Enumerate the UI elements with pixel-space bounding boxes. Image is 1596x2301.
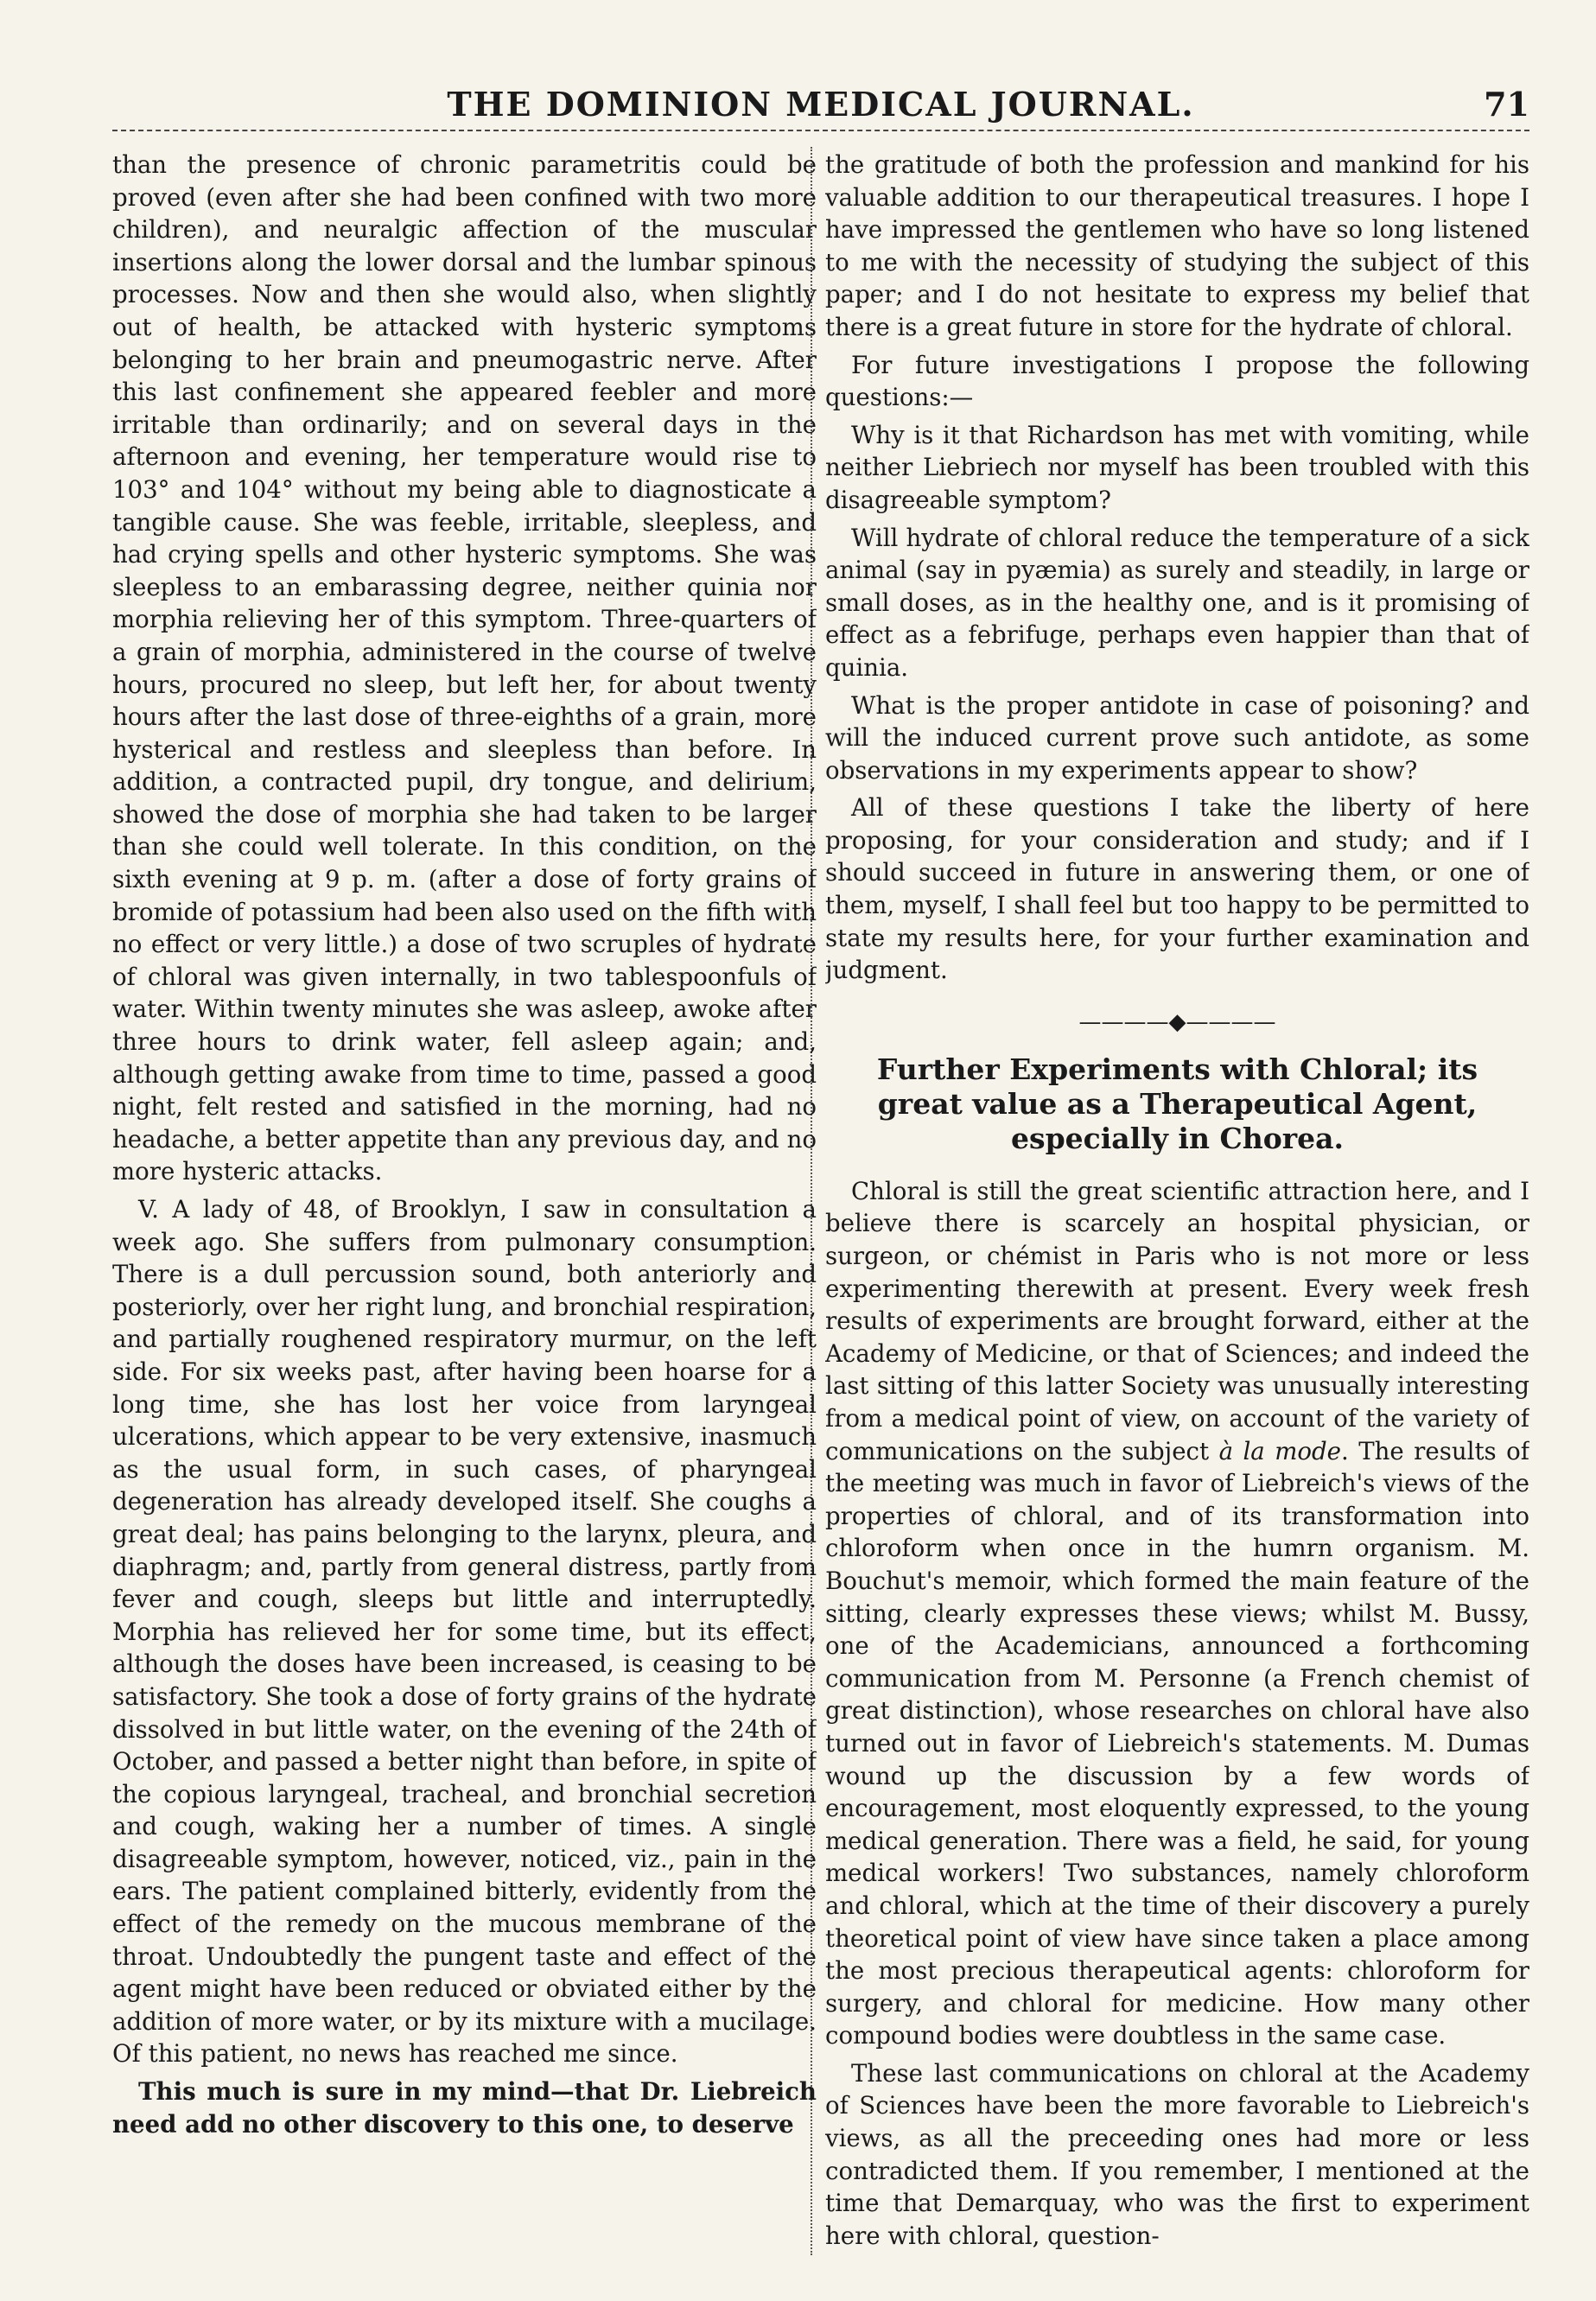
right-paragraph-5: What is the proper antidote in case of poisoning? and will the induced current prove such antidote, as some observations in my experiments appear to show?: [825, 690, 1529, 785]
section-separator: ————◆————: [1078, 1008, 1276, 1035]
left-paragraph-2: V. A lady of 48, of Brooklyn, I saw in consultation a week ago. She suffers from pulmonary consumption. There is a dull percussion sound, both anteriorly and posteriorly, over her right lung, and bronchial respiration, and partially roughened respiratory murmur, on the left side. For six weeks past, after having been hoarse for a long time, she has lost her voice from laryngeal ulcerations, which appear to be very extensive, inasmuch as the usual form, in such cases, of pharyngeal degeneration has already developed itself. She coughs a great deal; has pains belonging to the larynx, pleura, and diaphragm; and, partly from general distress, partly from fever and cough, sleeps but little and interruptedly. Morphia has relieved her for some time, but its effect, although the doses have been increased, is ceasing to be satisfactory. She took a dose of forty grains of the hydrate dissolved in but little water, on the evening of the 24th of October, and passed a better night than before, in spite of the copious laryngeal, tracheal, and bronchial secretion and cough, waking her a number of times. A single disagreeable symptom, however, noticed, viz., pain in the ears. The patient complained bitterly, evidently from the effect of the remedy on the mucous membrane of the throat. Undoubtedly the pungent taste and effect of the agent might have been reduced or obviated either by the addition of more water, or by its mixture with a mucilage. Of this patient, no news has reached me since.: [112, 1195, 817, 2069]
journal-title: THE DOMINION MEDICAL JOURNAL.: [447, 85, 1195, 124]
right-paragraph-6: All of these questions I take the liberty of here proposing, for your consideration and study; and if I should succeed in future in answering them, or one of them, myself, I shall feel but too happy to be permitted to state my results here, for your further examination and judgment.: [825, 793, 1529, 985]
running-header: [112, 85, 1529, 128]
left-column: [112, 149, 817, 2257]
left-paragraph-3: This much is sure in my mind—that Dr. Liebreich need add no other discovery to this one, to deserve: [112, 2077, 817, 2139]
page-number: 71: [1484, 85, 1529, 124]
p7-text-end: . The results of the meeting was much in favor of Liebreich's views of the properties of chloral, and of its transformation into chloroform when once in the humrn organism. M. Bouchut's memoir, which formed the main feature of the sitting, clearly expresses these views; whilst M. Bussy, one of the Academicians, announced a forthcoming communication from M. Personne (a French chemist of great distinction), whose researches on chloral have also turned out in favor of Liebreich's statements. M. Dumas wound up the discussion by a few words of encouragement, most eloquently expressed, to the young medical generation. There was a field, he said, for young medical workers! Two substances, namely chloroform and chloral, which at the time of their discovery a purely theoretical point of view have since taken a place among the most precious therapeutical agents: chloroform for surgery, and chloral for medicine. How many other compound bodies were doubtless in the same case.: [825, 1436, 1529, 2050]
right-column: [825, 149, 1529, 2257]
right-paragraph-1: the gratitude of both the profession and mankind for his valuable addition to our therapeutical treasures. I hope I have impressed the gentlemen who have so long listened to me with the necessity of studying the subject of this paper; and I do not hesitate to express my belief that there is a great future in store for the hydrate of chloral.: [825, 150, 1529, 341]
p7-italic-phrase: à la mode: [1218, 1436, 1341, 1465]
right-paragraph-4: Will hydrate of chloral reduce the temperature of a sick animal (say in pyæmia) as surely and steadily, in large or small doses, as in the healthy one, and is it promising of effect as a febrifuge, perhaps even happier than that of quinia.: [825, 523, 1529, 682]
right-paragraph-3: Why is it that Richardson has met with vomiting, while neither Liebriech nor myself has been troubled with this disagreeable symptom?: [825, 420, 1529, 514]
right-paragraph-8: These last communications on chloral at the Academy of Sciences have been the more favorable to Liebreich's views, as all the preceeding ones had more or less contradicted them. If you remember, I mentioned at the time that Demarquay, who was the first to experiment here with chloral, question-: [825, 2058, 1529, 2250]
article-heading: Further Experiments with Chloral; its great value as a Therapeutical Agent, especially in Chorea.: [876, 1052, 1478, 1155]
right-paragraph-7: [825, 1175, 1529, 2052]
right-paragraph-2: For future investigations I propose the following questions:—: [825, 350, 1529, 412]
header-rule: [112, 130, 1529, 131]
left-paragraph-1: than the presence of chronic parametritis could be proved (even after she had been confined with two more children), and neuralgic affection of the muscular insertions along the lower dorsal and the lumbar spinous processes. Now and then she would also, when slightly out of health, be attacked with hysteric symptoms belonging to her brain and pneumogastric nerve. After this last confinement she appeared feebler and more irritable than ordinarily; and on several days in the afternoon and evening, her temperature would rise to 103° and 104° without my being able to diagnosticate a tangible cause. She was feeble, irritable, sleepless, and had crying spells and other hysteric symptoms. She was sleepless to an embarassing degree, neither quinia nor morphia relieving her of this symptom. Three-quarters of a grain of morphia, administered in the course of twelve hours, procured no sleep, but left her, for about twenty hours after the last dose of three-eighths of a grain, more hysterical and restless and sleepless than before. In addition, a contracted pupil, dry tongue, and delirium, showed the dose of morphia she had taken to be larger than she could well tolerate. In this condition, on the sixth evening at 9 p. m. (after a dose of forty grains of bromide of potassium had been also used on the fifth with no effect or very little.) a dose of two scruples of hydrate of chloral was given internally, in two tablespoonfuls of water. Within twenty minutes she was asleep, awoke after three hours to drink water, fell asleep again; and, although getting awake from time to time, passed a good night, felt rested and satisfied in the morning, had no headache, a better appetite than any previous day, and no more hysteric attacks.: [112, 150, 817, 1186]
p7-text-start: Chloral is still the great scientific attraction here, and I believe there is scarcely an hospital physician, or surgeon, or chémist in Paris who is not more or less experimenting therewith at present. Every week fresh results of experiments are brought forward, either at the Academy of Medicine, or that of Sciences; and indeed the last sitting of this latter Society was unusually interesting from a medical point of view, on account of the variety of communications on the subject: [825, 1176, 1529, 1465]
